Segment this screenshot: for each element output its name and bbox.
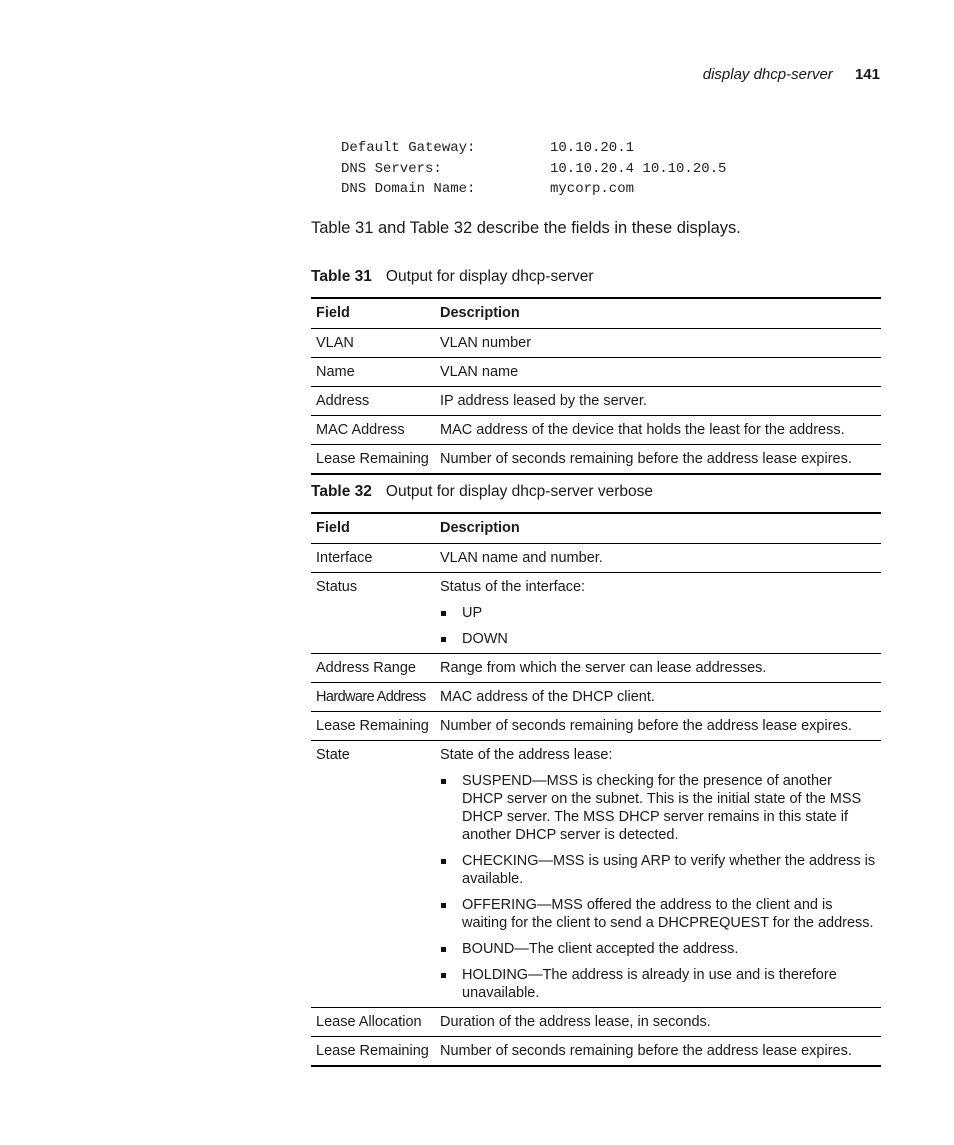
field-cell: Lease Remaining xyxy=(311,712,435,741)
table-header-row xyxy=(311,298,881,329)
description-cell: IP address leased by the server. xyxy=(435,387,881,416)
field-cell: Lease Remaining xyxy=(311,445,435,475)
table-row xyxy=(311,654,881,683)
bullet-list xyxy=(440,772,876,1002)
field-cell: Lease Allocation xyxy=(311,1008,435,1037)
code-key: DNS Servers: xyxy=(341,160,442,177)
table-row xyxy=(311,416,881,445)
table-header-row xyxy=(311,513,881,544)
description-cell: Duration of the address lease, in seconds. xyxy=(435,1008,881,1037)
field-cell: Lease Remaining xyxy=(311,1037,435,1067)
table-row xyxy=(311,741,881,1008)
code-example xyxy=(341,140,726,202)
code-line xyxy=(341,161,726,182)
bullet-list xyxy=(440,604,876,648)
table-row xyxy=(311,1008,881,1037)
code-value: 10.10.20.1 xyxy=(550,140,635,156)
table-row xyxy=(311,712,881,741)
bullet-item: CHECKING—MSS is using ARP to verify whether the address is available. xyxy=(440,852,876,888)
running-title: display dhcp-server xyxy=(702,66,833,83)
field-cell: Address Range xyxy=(311,654,435,683)
description-cell xyxy=(435,573,881,654)
description-cell: VLAN name xyxy=(435,358,881,387)
description-cell: Number of seconds remaining before the address lease expires. xyxy=(435,445,881,475)
table-caption-text: Output for display dhcp-server verbose xyxy=(385,483,653,500)
bullet-item: BOUND—The client accepted the address. xyxy=(440,940,876,958)
table-row xyxy=(311,1037,881,1067)
description-text: State of the address lease: xyxy=(440,747,613,763)
code-value: 10.10.20.4 10.10.20.5 xyxy=(550,160,727,177)
bullet-item: SUSPEND—MSS is checking for the presence of another DHCP server on the subnet. This is the initial state of the MSS DHCP server. The MSS DHCP server remains in this state if another DHCP server is detected. xyxy=(440,772,876,844)
column-header: Description xyxy=(435,513,881,544)
table-31 xyxy=(311,297,881,475)
table-32 xyxy=(311,512,881,1067)
field-cell: Status xyxy=(311,573,435,654)
field-cell: State xyxy=(311,741,435,1008)
bullet-item: OFFERING—MSS offered the address to the client and is waiting for the client to send a DHCPREQUEST for the address. xyxy=(440,896,876,932)
table-row xyxy=(311,573,881,654)
field-cell: Name xyxy=(311,358,435,387)
page-header xyxy=(600,66,880,83)
table-label: Table 32 xyxy=(311,483,372,500)
table-31-caption xyxy=(311,268,594,286)
column-header: Field xyxy=(311,513,435,544)
description-cell: Range from which the server can lease addresses. xyxy=(435,654,881,683)
table-label: Table 31 xyxy=(311,268,372,285)
description-cell: MAC address of the device that holds the least for the address. xyxy=(435,416,881,445)
description-cell: VLAN name and number. xyxy=(435,544,881,573)
table-row xyxy=(311,329,881,358)
code-key: Default Gateway: xyxy=(341,140,476,156)
table-32-caption xyxy=(311,483,653,501)
column-header: Description xyxy=(435,298,881,329)
table-row xyxy=(311,544,881,573)
field-cell: Interface xyxy=(311,544,435,573)
field-cell: VLAN xyxy=(311,329,435,358)
table-row xyxy=(311,358,881,387)
description-cell xyxy=(435,741,881,1008)
description-cell: Number of seconds remaining before the address lease expires. xyxy=(435,1037,881,1067)
code-key: DNS Domain Name: xyxy=(341,181,476,197)
field-cell: Hardware Address xyxy=(311,683,435,712)
code-line xyxy=(341,181,726,202)
field-cell: MAC Address xyxy=(311,416,435,445)
column-header: Field xyxy=(311,298,435,329)
bullet-item: DOWN xyxy=(440,630,876,648)
table-row xyxy=(311,445,881,475)
field-cell: Address xyxy=(311,387,435,416)
description-cell: VLAN number xyxy=(435,329,881,358)
description-cell: MAC address of the DHCP client. xyxy=(435,683,881,712)
bullet-item: HOLDING—The address is already in use and is therefore unavailable. xyxy=(440,966,876,1002)
code-line xyxy=(341,140,726,161)
intro-paragraph: Table 31 and Table 32 describe the fields in these displays. xyxy=(311,219,741,237)
description-cell: Number of seconds remaining before the address lease expires. xyxy=(435,712,881,741)
bullet-item: UP xyxy=(440,604,876,622)
code-value: mycorp.com xyxy=(550,181,635,197)
table-row xyxy=(311,683,881,712)
description-text: Status of the interface: xyxy=(440,579,586,595)
table-caption-text: Output for display dhcp-server xyxy=(385,268,594,285)
page-number: 141 xyxy=(854,66,880,83)
table-row xyxy=(311,387,881,416)
